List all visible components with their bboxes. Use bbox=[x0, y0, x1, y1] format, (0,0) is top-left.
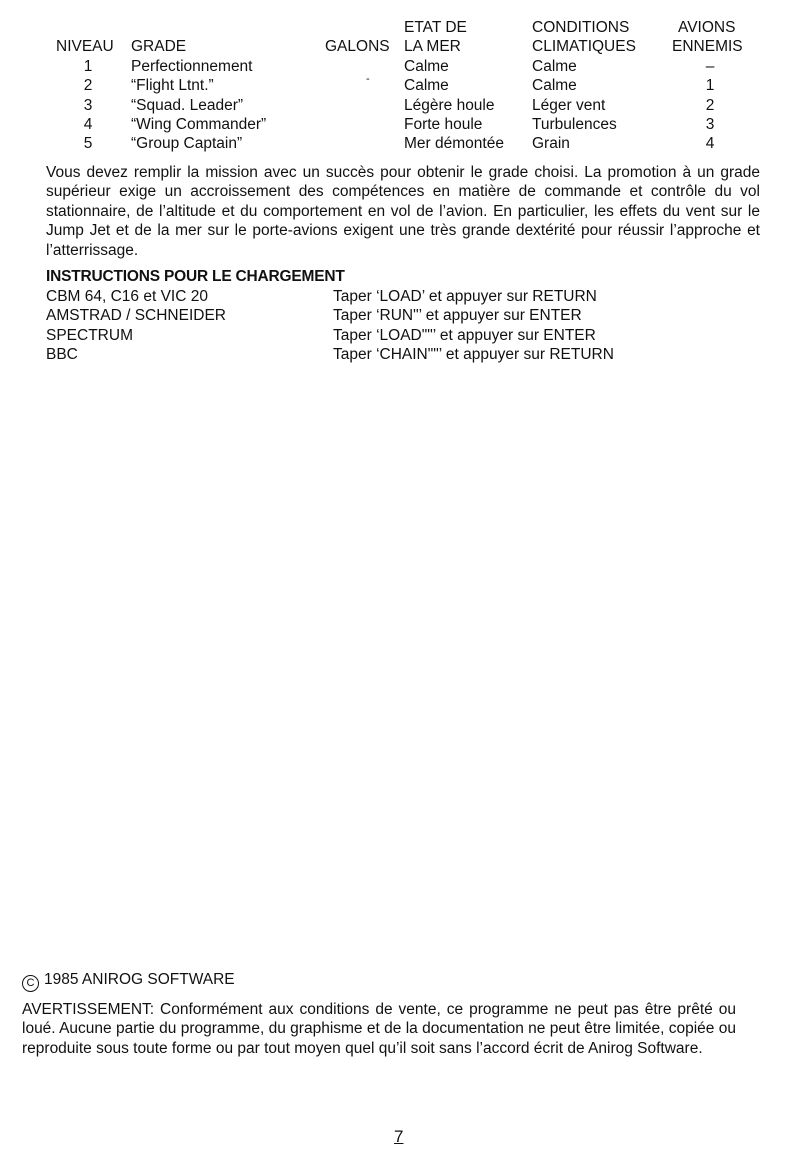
row-conditions: Grain bbox=[532, 135, 570, 153]
loading-system: AMSTRAD / SCHNEIDER bbox=[46, 307, 226, 325]
header-etat-line2: LA MER bbox=[404, 38, 461, 56]
loading-instructions-list bbox=[46, 287, 760, 365]
header-galons: GALONS bbox=[325, 38, 390, 56]
loading-system: SPECTRUM bbox=[46, 326, 133, 344]
loading-instruction: Taper ‘RUN"’ et appuyer sur ENTER bbox=[333, 307, 582, 325]
row-grade: Perfectionnement bbox=[131, 57, 253, 75]
header-avions-line2: ENNEMIS bbox=[672, 38, 743, 56]
row-conditions: Calme bbox=[532, 77, 577, 95]
table-row bbox=[0, 115, 800, 134]
row-niveau: 4 bbox=[83, 115, 93, 133]
header-avions-line1: AVIONS bbox=[678, 19, 736, 36]
warning-paragraph: AVERTISSEMENT: Conformément aux conditions de vente, ce programme ne peut pas être prêté ou loué. Aucune partie du programme, du graphisme et de la documentation ne peut être limitée, copiée ou reproduite sous toute forme ou par tout moyen quel qu’il soit sans l’accord écrit de Anirog Software. bbox=[22, 1001, 736, 1057]
header-niveau: NIVEAU bbox=[56, 38, 114, 56]
table-row bbox=[0, 134, 800, 153]
header-conditions-line2: CLIMATIQUES bbox=[532, 38, 636, 56]
table-row bbox=[0, 96, 800, 115]
loading-instruction: Taper ‘LOAD""’ et appuyer sur ENTER bbox=[333, 326, 596, 344]
row-avions: 4 bbox=[705, 135, 715, 153]
row-avions: 2 bbox=[705, 96, 715, 114]
copyright-icon: C bbox=[22, 975, 39, 992]
loading-instruction: Taper ‘LOAD’ et appuyer sur RETURN bbox=[333, 288, 597, 305]
loading-instruction: Taper ‘CHAIN""’ et appuyer sur RETURN bbox=[333, 346, 614, 364]
loading-row bbox=[46, 345, 760, 364]
row-grade: “Squad. Leader” bbox=[131, 96, 244, 114]
row-avions: 1 bbox=[705, 77, 715, 95]
row-niveau: 2 bbox=[83, 77, 93, 95]
row-galons: - bbox=[366, 73, 370, 86]
table-row bbox=[0, 73, 800, 95]
loading-system: BBC bbox=[46, 346, 78, 364]
row-grade: “Wing Commander” bbox=[131, 115, 267, 133]
mission-paragraph: Vous devez remplir la mission avec un succès pour obtenir le grade choisi. La promotion à un grade supérieur exige un accroissement des compétences en matière de commande et contrôle du vol stationnaire, de l’altitude et du comportement en vol de l’avion. En particulier, les effets du vent sur le Jump Jet et de la mer sur le porte-avions exigent une très grande dextérité pour réussir l’approche et l’atterrissage. bbox=[46, 164, 760, 259]
loading-instructions-title: INSTRUCTIONS POUR LE CHARGEMENT bbox=[46, 268, 345, 285]
table-header-row-1 bbox=[0, 18, 800, 37]
row-niveau: 1 bbox=[83, 57, 93, 75]
row-niveau: 3 bbox=[83, 96, 93, 114]
row-grade: “Group Captain” bbox=[131, 135, 243, 153]
copyright-text: 1985 ANIROG SOFTWARE bbox=[44, 971, 235, 988]
page-number: 7 bbox=[394, 1127, 404, 1146]
row-avions: 3 bbox=[705, 115, 715, 133]
row-grade: “Flight Ltnt.” bbox=[131, 77, 214, 95]
table-header-row-2 bbox=[0, 37, 800, 56]
copyright-line bbox=[22, 971, 235, 992]
row-conditions: Calme bbox=[532, 57, 577, 75]
header-etat-line1: ETAT DE bbox=[404, 19, 467, 36]
header-grade: GRADE bbox=[131, 38, 187, 56]
row-etat: Mer démontée bbox=[404, 135, 504, 153]
loading-system: CBM 64, C16 et VIC 20 bbox=[46, 288, 208, 305]
rank-table bbox=[0, 18, 800, 154]
loading-row bbox=[46, 306, 760, 325]
row-niveau: 5 bbox=[83, 135, 93, 153]
loading-row bbox=[46, 287, 760, 306]
row-etat: Calme bbox=[404, 57, 449, 75]
header-conditions-line1: CONDITIONS bbox=[532, 19, 630, 36]
row-etat: Forte houle bbox=[404, 115, 483, 133]
row-etat: Légère houle bbox=[404, 96, 495, 114]
row-conditions: Léger vent bbox=[532, 96, 606, 114]
row-conditions: Turbulences bbox=[532, 115, 617, 133]
table-row bbox=[0, 57, 800, 76]
loading-row bbox=[46, 326, 760, 345]
row-avions: – bbox=[705, 57, 715, 75]
row-etat: Calme bbox=[404, 77, 449, 95]
